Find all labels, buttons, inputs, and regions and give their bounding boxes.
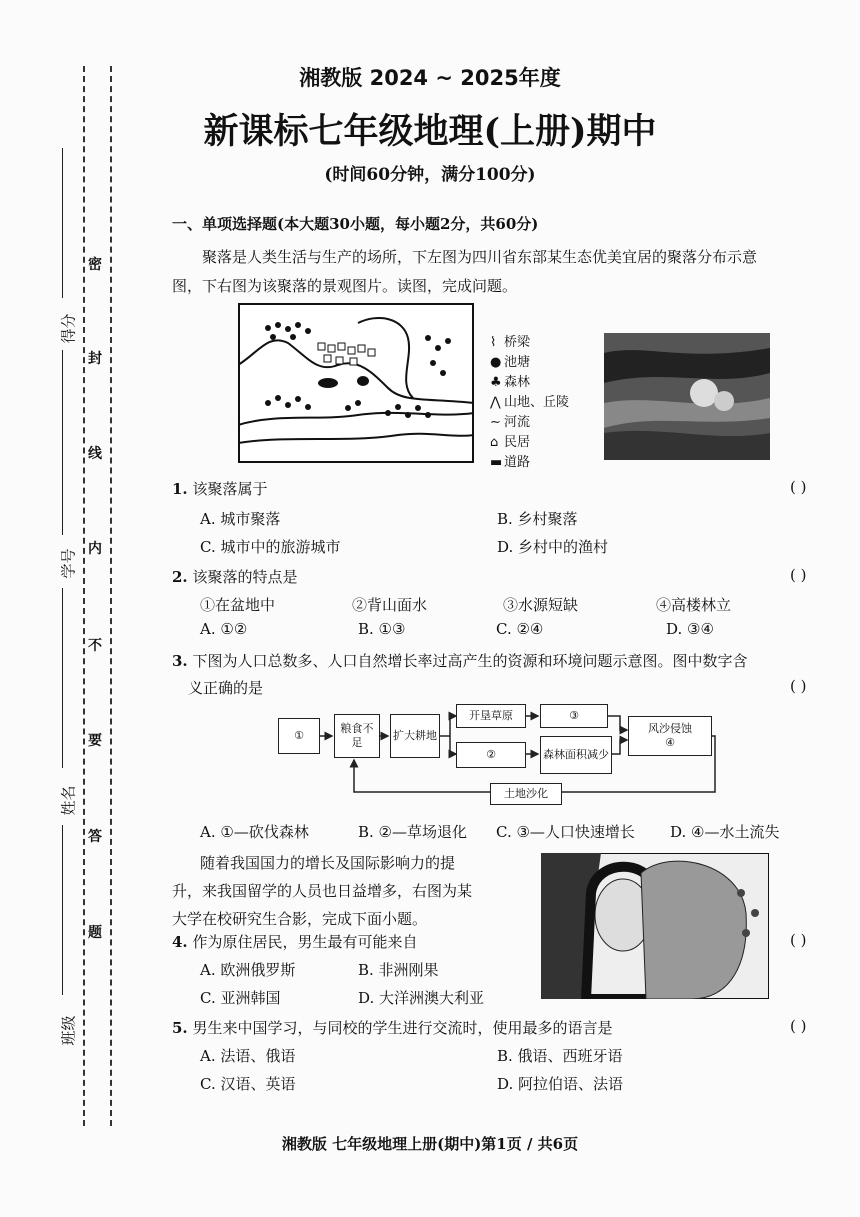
field-line — [62, 350, 63, 535]
answer-paren[interactable]: ( ) — [790, 1017, 807, 1035]
option-b[interactable]: B. 乡村聚落 — [497, 510, 578, 528]
field-name-label: 姓名 — [59, 785, 78, 816]
house-icon: ⌂ — [490, 435, 499, 450]
question-3: 3. 下图为人口总数多、人口自然增长率过高产生的资源和环境问题示意图。图中数字含 — [172, 652, 748, 670]
legend-item: ♣ 森林 — [490, 373, 569, 393]
option-a[interactable]: A. ①—砍伐森林 — [200, 823, 309, 841]
page-title: 新课标七年级地理(上册)期中 — [203, 111, 657, 152]
intro-text: 大学在校研究生合影，完成下面小题。 — [172, 910, 428, 928]
page-footer: 湘教版 七年级地理上册(期中)第1页 / 共6页 — [281, 1135, 579, 1153]
binding-line-outer — [83, 66, 85, 1126]
flow-box-desert: 土地沙化 — [490, 783, 562, 805]
option-c[interactable]: C. 城市中的旅游城市 — [200, 538, 341, 556]
option-d[interactable]: D. 阿拉伯语、法语 — [497, 1075, 624, 1093]
edition-line: 湘教版 2024 ~ 2025年度 — [299, 66, 561, 90]
flow-box-reclaim: 开垦草原 — [456, 704, 526, 728]
section-heading: 一、单项选择题(本大题30小题，每小题2分，共60分) — [172, 215, 539, 233]
flow-box-expand: 扩大耕地 — [390, 714, 440, 758]
option-a[interactable]: A. 城市聚落 — [200, 510, 281, 528]
road-icon: ▬ — [490, 455, 503, 470]
question-2: 2. 该聚落的特点是 — [172, 568, 298, 586]
option-b[interactable]: B. 俄语、西班牙语 — [497, 1047, 623, 1065]
option-d[interactable]: D. ④—水土流失 — [670, 823, 780, 841]
flow-wind-label: 风沙侵蚀 — [648, 722, 692, 735]
legend-item: ⌂ 民居 — [490, 433, 569, 453]
option-b[interactable]: B. ②—草场退化 — [358, 823, 468, 841]
question-5: 5. 男生来中国学习，与同校的学生进行交流时，使用最多的语言是 — [172, 1019, 613, 1037]
statement-3: ③水源短缺 — [503, 596, 579, 614]
seal-char: 答 — [88, 829, 102, 845]
option-a[interactable]: A. 欧洲俄罗斯 — [200, 961, 296, 979]
question-1: 1. 该聚落属于 — [172, 480, 268, 498]
mountain-icon: ⋀ — [490, 395, 501, 410]
seal-char: 不 — [88, 638, 102, 654]
seal-char: 封 — [88, 351, 102, 367]
field-line — [62, 588, 63, 768]
intro-text: 随着我国国力的增长及国际影响力的提 — [200, 854, 456, 872]
option-c[interactable]: C. ②④ — [496, 620, 544, 638]
field-line — [62, 825, 63, 995]
legend-item: ∼ 河流 — [490, 413, 569, 433]
option-d[interactable]: D. 乡村中的渔村 — [497, 538, 609, 556]
flow-box-wind — [628, 716, 712, 756]
field-class-label: 班级 — [59, 1015, 78, 1046]
flow-box-3: ③ — [540, 704, 608, 728]
intro-text: 升，来我国留学的人员也日益增多，右图为某 — [172, 882, 473, 900]
legend-item: ● 池塘 — [490, 353, 569, 373]
option-a[interactable]: A. 法语、俄语 — [200, 1047, 296, 1065]
exam-info: (时间60分钟，满分100分) — [324, 165, 536, 185]
flow-blank-4: ④ — [665, 736, 675, 749]
landscape-photo — [604, 333, 770, 460]
statement-4: ④高楼林立 — [656, 596, 732, 614]
seal-char: 内 — [88, 541, 102, 557]
question-4: 4. 作为原住居民，男生最有可能来自 — [172, 933, 418, 951]
legend-item: ⌇ 桥梁 — [490, 333, 569, 353]
legend-item: ⋀ 山地、丘陵 — [490, 393, 569, 413]
settlement-map — [238, 303, 474, 463]
seal-char: 线 — [88, 446, 102, 462]
option-b[interactable]: B. ①③ — [358, 620, 406, 638]
river-icon: ∼ — [490, 415, 501, 430]
option-c[interactable]: C. ③—人口快速增长 — [496, 823, 635, 841]
flow-box-2: ② — [456, 742, 526, 768]
flow-box-1: ① — [278, 718, 320, 754]
answer-paren[interactable]: ( ) — [790, 931, 807, 949]
seal-char: 密 — [88, 257, 102, 273]
bridge-icon: ⌇ — [490, 335, 497, 350]
seal-char: 题 — [88, 925, 102, 941]
question-3-cont: 义正确的是 — [188, 679, 264, 697]
intro-text: 聚落是人类生活与生产的场所，下左图为四川省东部某生态优美宜居的聚落分布示意 — [202, 248, 758, 266]
pond-icon: ● — [490, 355, 502, 370]
answer-paren[interactable]: ( ) — [790, 478, 807, 496]
answer-paren[interactable]: ( ) — [790, 566, 807, 584]
option-d[interactable]: D. ③④ — [666, 620, 714, 638]
option-d[interactable]: D. 大洋洲澳大利亚 — [358, 989, 485, 1007]
field-id-label: 学号 — [59, 548, 78, 579]
binding-line-inner — [110, 66, 112, 1126]
flow-box-forest: 森林面积减少 — [540, 736, 612, 774]
map-legend — [490, 333, 569, 473]
option-a[interactable]: A. ①② — [200, 620, 248, 638]
legend-item: ▬ 道路 — [490, 453, 569, 473]
students-photo — [541, 853, 769, 999]
intro-text: 图，下右图为该聚落的景观图片。读图，完成问题。 — [172, 277, 518, 295]
forest-icon: ♣ — [490, 375, 502, 390]
statement-1: ①在盆地中 — [200, 596, 276, 614]
seal-char: 要 — [88, 733, 102, 749]
option-c[interactable]: C. 汉语、英语 — [200, 1075, 296, 1093]
answer-paren[interactable]: ( ) — [790, 677, 807, 695]
flow-box-food: 粮食不足 — [334, 714, 380, 758]
option-b[interactable]: B. 非洲刚果 — [358, 961, 439, 979]
option-c[interactable]: C. 亚洲韩国 — [200, 989, 281, 1007]
statement-2: ②背山面水 — [352, 596, 428, 614]
field-score-label: 得分 — [59, 313, 78, 344]
